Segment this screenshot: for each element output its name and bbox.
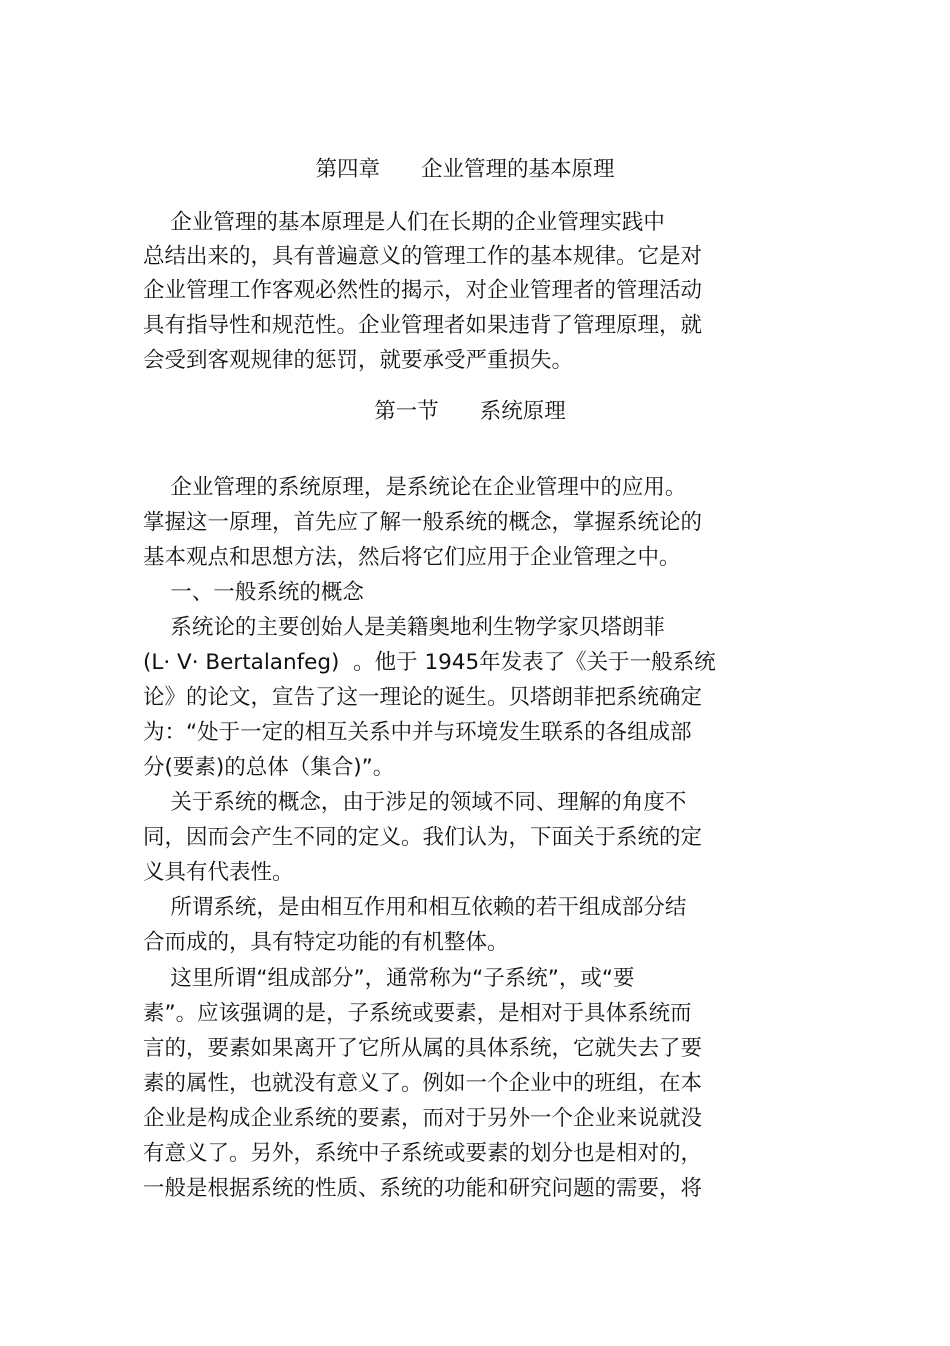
text-line: 总结出来的，具有普遍意义的管理工作的基本规律。它是对 [143, 244, 703, 269]
text-line: 言的，要素如果离开了它所从属的具体系统，它就失去了要 [143, 1036, 703, 1061]
text-line: 一般是根据系统的性质、系统的功能和研究问题的需要，将 [143, 1176, 703, 1201]
chapter-heading: 第四章 企业管理的基本原理 [315, 157, 615, 182]
text-line: 掌握这一原理，首先应了解一般系统的概念，掌握系统论的 [143, 510, 703, 535]
text-line: 分(要素)的总体（集合)”。 [143, 755, 395, 780]
text-line: 基本观点和思想方法，然后将它们应用于企业管理之中。 [143, 545, 681, 570]
text-line: 关于系统的概念，由于涉足的领域不同、理解的角度不 [143, 790, 687, 815]
section-subheading: 一、一般系统的概念 [143, 580, 364, 605]
text-line: 义具有代表性。 [143, 860, 294, 885]
text-line: 企业管理的基本原理是人们在长期的企业管理实践中 [143, 210, 665, 235]
text-line: 有意义了。另外，系统中子系统或要素的划分也是相对的， [143, 1141, 703, 1166]
section-heading: 第一节 系统原理 [374, 399, 566, 424]
text-line: 同，因而会产生不同的定义。我们认为，下面关于系统的定 [143, 825, 703, 850]
text-line: (L· V· Bertalanfeg) 。他于 1945年发表了《关于一般系统 [143, 650, 716, 675]
text-line: 企业是构成企业系统的要素，而对于另外一个企业来说就没 [143, 1106, 703, 1131]
text-line: 会受到客观规律的惩罚，就要承受严重损失。 [143, 348, 574, 373]
text-line: 素”。应该强调的是，子系统或要素，是相对于具体系统而 [143, 1001, 692, 1026]
text-line: 论》的论文，宣告了这一理论的诞生。贝塔朗菲把系统确定 [143, 685, 703, 710]
text-line: 企业管理的系统原理，是系统论在企业管理中的应用。 [143, 475, 687, 500]
text-line: 为：“处于一定的相互关系中并与环境发生联系的各组成部 [143, 720, 692, 745]
text-line: 企业管理工作客观必然性的揭示，对企业管理者的管理活动 [143, 278, 703, 303]
text-line: 系统论的主要创始人是美籍奥地利生物学家贝塔朗菲 [143, 615, 665, 640]
text-line: 合而成的，具有特定功能的有机整体。 [143, 930, 509, 955]
text-line: 素的属性，也就没有意义了。例如一个企业中的班组，在本 [143, 1071, 703, 1096]
text-line: 具有指导性和规范性。企业管理者如果违背了管理原理，就 [143, 313, 703, 338]
text-line: 这里所谓“组成部分”，通常称为“子系统”，或“要 [143, 966, 635, 991]
text-line: 所谓系统，是由相互作用和相互依赖的若干组成部分结 [143, 895, 687, 920]
